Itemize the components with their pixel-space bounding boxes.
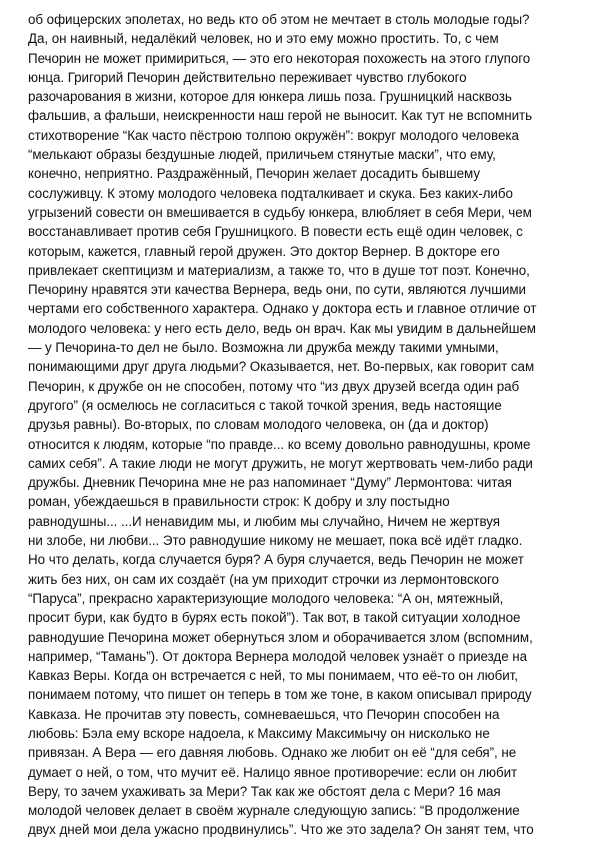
text-line: например, “Тамань”). От доктора Вернера молодой человек узнаёт о приезде на (28, 648, 528, 664)
text-line: — у Печорина-то дел не было. Возможна ли дружба между такими умными, (28, 340, 499, 356)
text-line: равнодушны... ...И ненавидим мы, и любим мы случайно, Ничем не жертвуя (28, 513, 500, 529)
text-line: молодого человека: у него есть дело, ведь он врач. Как мы увидим в дальнейшем (28, 320, 536, 336)
text-line: сослуживцу. К этому молодого человека подталкивает и скука. Без каких-либо (28, 185, 513, 201)
text-line: роман, убеждаешься в правильности строк: К добру и злу постыдно (28, 494, 450, 510)
text-line: юнца. Григорий Печорин действительно переживает чувство глубокого (28, 69, 467, 85)
text-line: Кавказ Веры. Когда он встречается с ней, то мы понимаем, что её-то он любит, (28, 668, 518, 684)
text-line: Печорину нравятся эти качества Вернера, ведь они, по сути, являются лучшими (28, 282, 526, 298)
text-line: восстанавливает против себя Грушницкого. В повести есть ещё один человек, с (28, 224, 523, 240)
text-line: об офицерских эполетах, но ведь кто об этом не мечтает в столь молодые годы? (28, 12, 530, 27)
text-line: Кавказа. Не прочитав эту повесть, сомневаешься, что Печорин способен на (28, 706, 500, 722)
text-line: относится к людям, которые “по правде... ко всему довольно равнодушны, кроме (28, 436, 531, 452)
text-line: друзья равны). Во-вторых, по словам молодого человека, он (да и доктор) (28, 417, 489, 433)
text-line: жить без них, он сам их создаёт (на ум приходит строчки из лермонтовского (28, 571, 499, 587)
text-line: которым, кажется, главный герой дружен. Это доктор Вернер. В докторе его (28, 243, 500, 259)
text-line: равнодушие Печорина может обернуться злом и оборачивается злом (вспомним, (28, 629, 533, 645)
text-line: самих себя”. А такие люди не могут дружить, не могут жертвовать чем-либо ради (28, 455, 533, 471)
text-line: конечно, неприятно. Раздражённый, Печорин желает досадить бывшему (28, 166, 480, 182)
text-line: угрызений совести он вмешивается в судьбу юнкера, влюбляет в себя Мери, чем (28, 204, 532, 220)
text-line: другого” (я осмелюсь не согласиться с такой точкой зрения, ведь настоящие (28, 397, 502, 413)
text-line: двух дней мои дела ужасно продвинулись”. Что же это задела? Он занят тем, что (28, 822, 534, 838)
text-line: разочарования в жизни, которое для юнкера лишь поза. Грушницкий насквозь (28, 89, 512, 105)
text-line: фальшив, а фальши, неискренности наш герой не выносит. Как тут не вспомнить (28, 108, 533, 124)
text-line: понимаем потому, что пишет он теперь в том же тоне, в каком описывал природу (28, 687, 532, 703)
text-line: любовь: Бэла ему вскоре надоела, к Максиму Максимычу он нисколько не (28, 725, 490, 741)
text-line: привлекает скептицизм и материализм, а также то, что в душе тот поэт. Конечно, (28, 262, 530, 278)
text-line: понимающими друг друга людьми? Оказывается, нет. Во-первых, как говорит сам (28, 359, 535, 375)
text-line: чертами его собственного характера. Однако у доктора есть и главное отличие от (28, 301, 537, 317)
text-line: Да, он наивный, недалёкий человек, но и это ему можно простить. То, с чем (28, 31, 499, 47)
text-line: привязан. А Вера — его давняя любовь. Однако же любит он её “для себя”, не (28, 745, 517, 761)
text-line: молодой человек делает в своём журнале следующую запись: “В продолжение (28, 803, 520, 819)
text-line: Печорин, к дружбе он не способен, потому что “из двух друзей всегда один раб (28, 378, 520, 394)
text-line: думает о ней, о том, что мучит её. Налицо явное противоречие: если он любит (28, 764, 518, 780)
body-text (28, 10, 573, 840)
text-line: “мелькают образы бездушные людей, приличьем стянутые маски”, что ему, (28, 147, 496, 163)
text-line: Веру, то зачем ухаживать за Мери? Так как же обстоят дела с Мери? 16 мая (28, 783, 501, 799)
text-line: Печорин не может примириться, — это его некоторая похожесть на этого глупого (28, 50, 531, 66)
text-line: “Паруса”, прекрасно характеризующие молодого человека: “А он, мятежный, (28, 590, 504, 606)
text-line: дружбы. Дневник Печорина мне не раз напоминает “Думу” Лермонтова: читая (28, 475, 512, 491)
text-line: стихотворение “Как часто пёстрою толпою окружён”: вокруг молодого человека (28, 127, 519, 143)
text-line: просит бури, как будто в бурях есть покой”). Так вот, в такой ситуации холодное (28, 610, 521, 626)
text-line: Но что делать, когда случается буря? А буря случается, ведь Печорин не может (28, 552, 524, 568)
text-line: ни злобе, ни любви... Это равнодушие никому не мешает, пока всё идёт гладко. (28, 533, 523, 549)
